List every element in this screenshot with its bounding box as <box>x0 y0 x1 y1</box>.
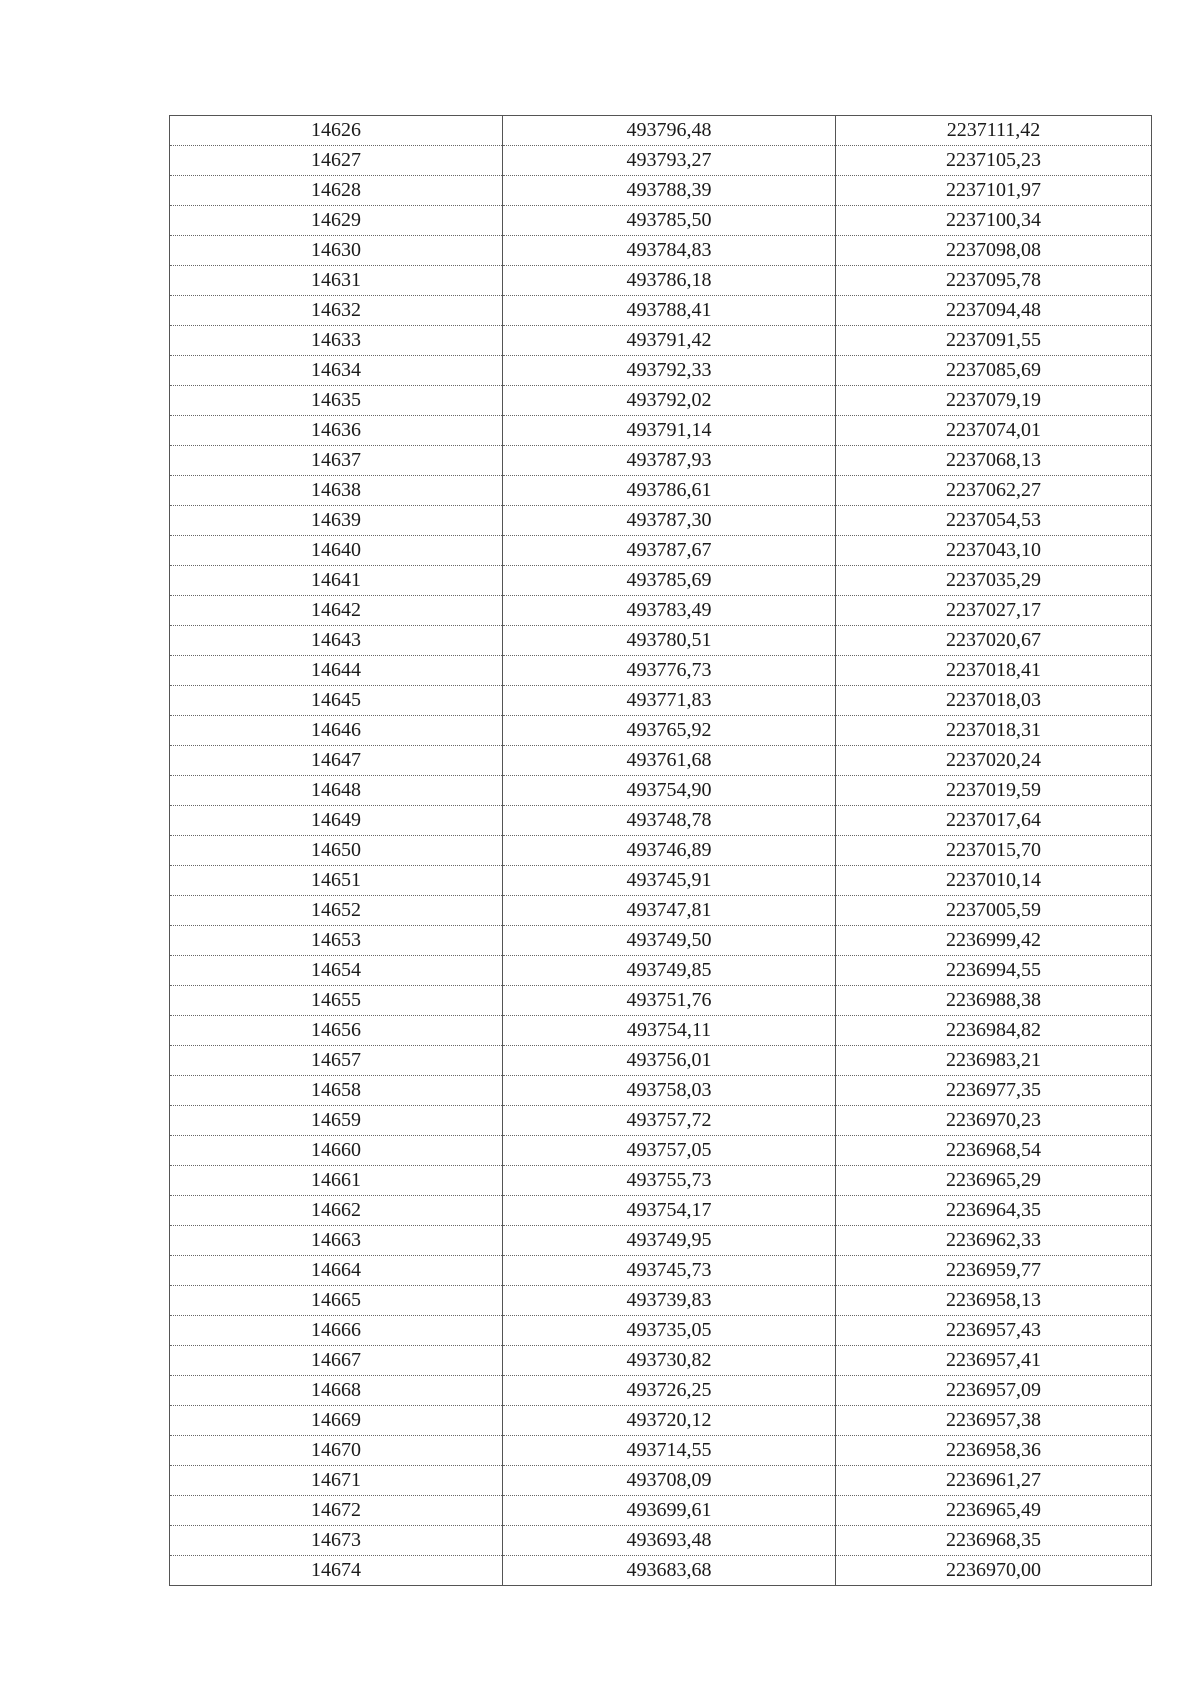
table-row <box>170 746 1152 776</box>
point-number-cell: 14636 <box>170 416 503 446</box>
y-coordinate-cell: 2237068,13 <box>836 446 1152 476</box>
x-coordinate-cell: 493714,55 <box>503 1436 836 1466</box>
x-coordinate-cell: 493787,30 <box>503 506 836 536</box>
y-coordinate-cell: 2236957,38 <box>836 1406 1152 1436</box>
x-coordinate-cell: 493776,73 <box>503 656 836 686</box>
y-coordinate-cell: 2237105,23 <box>836 146 1152 176</box>
point-number-cell: 14643 <box>170 626 503 656</box>
table-row <box>170 1436 1152 1466</box>
table-row <box>170 536 1152 566</box>
x-coordinate-cell: 493758,03 <box>503 1076 836 1106</box>
x-coordinate-cell: 493788,41 <box>503 296 836 326</box>
y-coordinate-cell: 2236994,55 <box>836 956 1152 986</box>
y-coordinate-cell: 2237019,59 <box>836 776 1152 806</box>
table-row <box>170 1376 1152 1406</box>
table-row <box>170 1466 1152 1496</box>
point-number-cell: 14658 <box>170 1076 503 1106</box>
point-number-cell: 14671 <box>170 1466 503 1496</box>
table-row <box>170 566 1152 596</box>
point-number-cell: 14638 <box>170 476 503 506</box>
x-coordinate-cell: 493792,02 <box>503 386 836 416</box>
x-coordinate-cell: 493765,92 <box>503 716 836 746</box>
x-coordinate-cell: 493739,83 <box>503 1286 836 1316</box>
table-row <box>170 206 1152 236</box>
y-coordinate-cell: 2237101,97 <box>836 176 1152 206</box>
table-row <box>170 1286 1152 1316</box>
x-coordinate-cell: 493784,83 <box>503 236 836 266</box>
table-row <box>170 806 1152 836</box>
table-row <box>170 1196 1152 1226</box>
point-number-cell: 14653 <box>170 926 503 956</box>
point-number-cell: 14647 <box>170 746 503 776</box>
coordinates-table <box>169 115 1152 1586</box>
point-number-cell: 14633 <box>170 326 503 356</box>
point-number-cell: 14626 <box>170 116 503 146</box>
table-row <box>170 296 1152 326</box>
table-row <box>170 446 1152 476</box>
y-coordinate-cell: 2237054,53 <box>836 506 1152 536</box>
x-coordinate-cell: 493693,48 <box>503 1526 836 1556</box>
point-number-cell: 14650 <box>170 836 503 866</box>
y-coordinate-cell: 2236959,77 <box>836 1256 1152 1286</box>
point-number-cell: 14657 <box>170 1046 503 1076</box>
table-row <box>170 776 1152 806</box>
table-row <box>170 116 1152 146</box>
x-coordinate-cell: 493745,91 <box>503 866 836 896</box>
point-number-cell: 14648 <box>170 776 503 806</box>
y-coordinate-cell: 2237027,17 <box>836 596 1152 626</box>
x-coordinate-cell: 493749,85 <box>503 956 836 986</box>
point-number-cell: 14640 <box>170 536 503 566</box>
y-coordinate-cell: 2236970,00 <box>836 1556 1152 1586</box>
y-coordinate-cell: 2236970,23 <box>836 1106 1152 1136</box>
x-coordinate-cell: 493783,49 <box>503 596 836 626</box>
point-number-cell: 14655 <box>170 986 503 1016</box>
x-coordinate-cell: 493699,61 <box>503 1496 836 1526</box>
point-number-cell: 14644 <box>170 656 503 686</box>
table-row <box>170 626 1152 656</box>
table-row <box>170 386 1152 416</box>
point-number-cell: 14666 <box>170 1316 503 1346</box>
point-number-cell: 14674 <box>170 1556 503 1586</box>
point-number-cell: 14632 <box>170 296 503 326</box>
point-number-cell: 14659 <box>170 1106 503 1136</box>
x-coordinate-cell: 493780,51 <box>503 626 836 656</box>
point-number-cell: 14630 <box>170 236 503 266</box>
x-coordinate-cell: 493747,81 <box>503 896 836 926</box>
table-row <box>170 1016 1152 1046</box>
x-coordinate-cell: 493757,05 <box>503 1136 836 1166</box>
x-coordinate-cell: 493745,73 <box>503 1256 836 1286</box>
point-number-cell: 14668 <box>170 1376 503 1406</box>
y-coordinate-cell: 2237018,03 <box>836 686 1152 716</box>
y-coordinate-cell: 2237018,41 <box>836 656 1152 686</box>
point-number-cell: 14649 <box>170 806 503 836</box>
x-coordinate-cell: 493730,82 <box>503 1346 836 1376</box>
table-row <box>170 686 1152 716</box>
point-number-cell: 14669 <box>170 1406 503 1436</box>
x-coordinate-cell: 493754,17 <box>503 1196 836 1226</box>
table-row <box>170 1316 1152 1346</box>
point-number-cell: 14664 <box>170 1256 503 1286</box>
table-row <box>170 1406 1152 1436</box>
x-coordinate-cell: 493748,78 <box>503 806 836 836</box>
x-coordinate-cell: 493761,68 <box>503 746 836 776</box>
point-number-cell: 14670 <box>170 1436 503 1466</box>
point-number-cell: 14651 <box>170 866 503 896</box>
x-coordinate-cell: 493735,05 <box>503 1316 836 1346</box>
x-coordinate-cell: 493785,69 <box>503 566 836 596</box>
table-row <box>170 1226 1152 1256</box>
y-coordinate-cell: 2237062,27 <box>836 476 1152 506</box>
y-coordinate-cell: 2237095,78 <box>836 266 1152 296</box>
table-row <box>170 836 1152 866</box>
x-coordinate-cell: 493791,14 <box>503 416 836 446</box>
point-number-cell: 14642 <box>170 596 503 626</box>
x-coordinate-cell: 493754,90 <box>503 776 836 806</box>
table-row <box>170 506 1152 536</box>
y-coordinate-cell: 2237085,69 <box>836 356 1152 386</box>
y-coordinate-cell: 2236957,43 <box>836 1316 1152 1346</box>
y-coordinate-cell: 2236965,49 <box>836 1496 1152 1526</box>
table-row <box>170 926 1152 956</box>
y-coordinate-cell: 2237091,55 <box>836 326 1152 356</box>
y-coordinate-cell: 2237043,10 <box>836 536 1152 566</box>
x-coordinate-cell: 493786,61 <box>503 476 836 506</box>
table-row <box>170 1136 1152 1166</box>
y-coordinate-cell: 2236968,54 <box>836 1136 1152 1166</box>
point-number-cell: 14660 <box>170 1136 503 1166</box>
y-coordinate-cell: 2236957,41 <box>836 1346 1152 1376</box>
y-coordinate-cell: 2236983,21 <box>836 1046 1152 1076</box>
x-coordinate-cell: 493749,95 <box>503 1226 836 1256</box>
y-coordinate-cell: 2237020,67 <box>836 626 1152 656</box>
table-row <box>170 326 1152 356</box>
x-coordinate-cell: 493726,25 <box>503 1376 836 1406</box>
table-row <box>170 236 1152 266</box>
y-coordinate-cell: 2236965,29 <box>836 1166 1152 1196</box>
y-coordinate-cell: 2237015,70 <box>836 836 1152 866</box>
x-coordinate-cell: 493787,67 <box>503 536 836 566</box>
point-number-cell: 14639 <box>170 506 503 536</box>
table-row <box>170 1106 1152 1136</box>
table-row <box>170 1496 1152 1526</box>
point-number-cell: 14663 <box>170 1226 503 1256</box>
y-coordinate-cell: 2237035,29 <box>836 566 1152 596</box>
x-coordinate-cell: 493746,89 <box>503 836 836 866</box>
y-coordinate-cell: 2236988,38 <box>836 986 1152 1016</box>
table-row <box>170 1526 1152 1556</box>
y-coordinate-cell: 2237111,42 <box>836 116 1152 146</box>
x-coordinate-cell: 493754,11 <box>503 1016 836 1046</box>
x-coordinate-cell: 493751,76 <box>503 986 836 1016</box>
point-number-cell: 14656 <box>170 1016 503 1046</box>
table-row <box>170 476 1152 506</box>
x-coordinate-cell: 493792,33 <box>503 356 836 386</box>
point-number-cell: 14645 <box>170 686 503 716</box>
y-coordinate-cell: 2236968,35 <box>836 1526 1152 1556</box>
point-number-cell: 14673 <box>170 1526 503 1556</box>
x-coordinate-cell: 493796,48 <box>503 116 836 146</box>
table-row <box>170 356 1152 386</box>
y-coordinate-cell: 2237017,64 <box>836 806 1152 836</box>
x-coordinate-cell: 493771,83 <box>503 686 836 716</box>
y-coordinate-cell: 2237005,59 <box>836 896 1152 926</box>
point-number-cell: 14662 <box>170 1196 503 1226</box>
point-number-cell: 14672 <box>170 1496 503 1526</box>
x-coordinate-cell: 493749,50 <box>503 926 836 956</box>
point-number-cell: 14629 <box>170 206 503 236</box>
table-row <box>170 1346 1152 1376</box>
y-coordinate-cell: 2236984,82 <box>836 1016 1152 1046</box>
x-coordinate-cell: 493757,72 <box>503 1106 836 1136</box>
y-coordinate-cell: 2237094,48 <box>836 296 1152 326</box>
y-coordinate-cell: 2237100,34 <box>836 206 1152 236</box>
table-row <box>170 866 1152 896</box>
point-number-cell: 14634 <box>170 356 503 386</box>
y-coordinate-cell: 2236962,33 <box>836 1226 1152 1256</box>
table-row <box>170 266 1152 296</box>
y-coordinate-cell: 2236964,35 <box>836 1196 1152 1226</box>
table-row <box>170 596 1152 626</box>
point-number-cell: 14637 <box>170 446 503 476</box>
x-coordinate-cell: 493787,93 <box>503 446 836 476</box>
x-coordinate-cell: 493785,50 <box>503 206 836 236</box>
table-row <box>170 176 1152 206</box>
table-row <box>170 956 1152 986</box>
table-row <box>170 716 1152 746</box>
y-coordinate-cell: 2237020,24 <box>836 746 1152 776</box>
table-row <box>170 1166 1152 1196</box>
table-row <box>170 1046 1152 1076</box>
x-coordinate-cell: 493793,27 <box>503 146 836 176</box>
y-coordinate-cell: 2236957,09 <box>836 1376 1152 1406</box>
point-number-cell: 14628 <box>170 176 503 206</box>
table-row <box>170 1556 1152 1586</box>
y-coordinate-cell: 2237079,19 <box>836 386 1152 416</box>
x-coordinate-cell: 493683,68 <box>503 1556 836 1586</box>
table-row <box>170 1256 1152 1286</box>
table-row <box>170 416 1152 446</box>
point-number-cell: 14635 <box>170 386 503 416</box>
table-row <box>170 1076 1152 1106</box>
y-coordinate-cell: 2236958,36 <box>836 1436 1152 1466</box>
point-number-cell: 14641 <box>170 566 503 596</box>
point-number-cell: 14627 <box>170 146 503 176</box>
point-number-cell: 14654 <box>170 956 503 986</box>
x-coordinate-cell: 493786,18 <box>503 266 836 296</box>
x-coordinate-cell: 493720,12 <box>503 1406 836 1436</box>
y-coordinate-cell: 2236999,42 <box>836 926 1152 956</box>
point-number-cell: 14665 <box>170 1286 503 1316</box>
point-number-cell: 14631 <box>170 266 503 296</box>
y-coordinate-cell: 2237018,31 <box>836 716 1152 746</box>
y-coordinate-cell: 2236977,35 <box>836 1076 1152 1106</box>
point-number-cell: 14667 <box>170 1346 503 1376</box>
x-coordinate-cell: 493788,39 <box>503 176 836 206</box>
coordinates-table-body <box>170 116 1152 1586</box>
point-number-cell: 14652 <box>170 896 503 926</box>
table-row <box>170 146 1152 176</box>
x-coordinate-cell: 493791,42 <box>503 326 836 356</box>
point-number-cell: 14661 <box>170 1166 503 1196</box>
x-coordinate-cell: 493755,73 <box>503 1166 836 1196</box>
table-row <box>170 656 1152 686</box>
table-row <box>170 896 1152 926</box>
y-coordinate-cell: 2237010,14 <box>836 866 1152 896</box>
x-coordinate-cell: 493756,01 <box>503 1046 836 1076</box>
y-coordinate-cell: 2236958,13 <box>836 1286 1152 1316</box>
point-number-cell: 14646 <box>170 716 503 746</box>
y-coordinate-cell: 2236961,27 <box>836 1466 1152 1496</box>
y-coordinate-cell: 2237098,08 <box>836 236 1152 266</box>
y-coordinate-cell: 2237074,01 <box>836 416 1152 446</box>
x-coordinate-cell: 493708,09 <box>503 1466 836 1496</box>
table-row <box>170 986 1152 1016</box>
